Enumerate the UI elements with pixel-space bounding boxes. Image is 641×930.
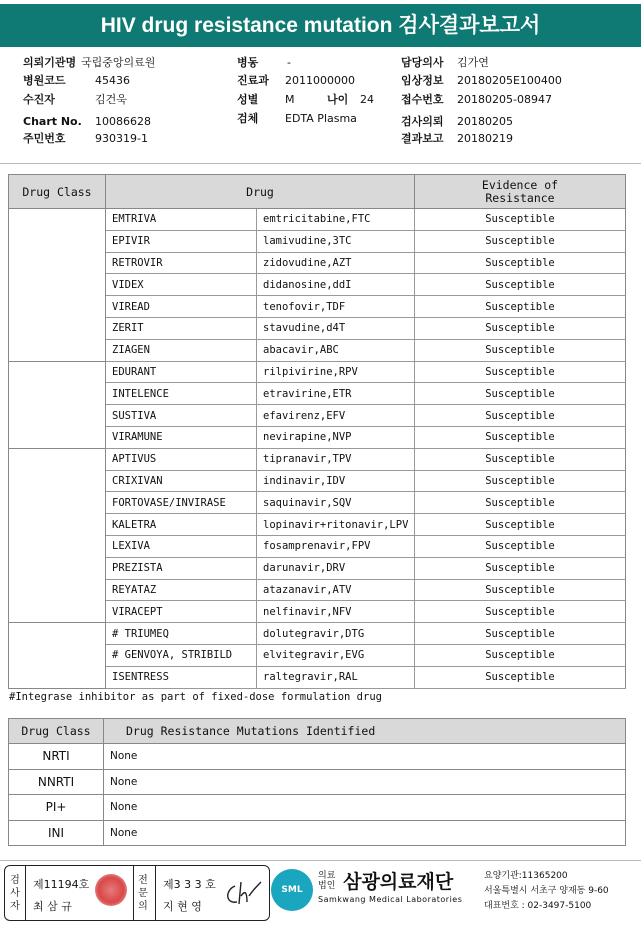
receipt-no-label: 접수번호 (401, 93, 444, 106)
mutation-class-cell: INI (9, 820, 104, 846)
drug-generic-cell: nevirapine,NVP (257, 426, 415, 448)
drug-generic-cell: abacavir,ABC (257, 339, 415, 361)
drug-brand-cell: LEXIVA (106, 535, 257, 557)
ward-value: - (287, 56, 291, 69)
specimen-value: EDTA Plasma (285, 112, 357, 125)
drug-brand-cell: ZIAGEN (106, 339, 257, 361)
request-date-label: 검사의뢰 (401, 115, 444, 128)
drug-resistance-table (8, 174, 626, 689)
drug-evidence-cell: Susceptible (415, 361, 626, 383)
lab-prefix: 의료법인 (318, 870, 336, 891)
drug-brand-cell: CRIXIVAN (106, 470, 257, 492)
report-date-value: 20180219 (457, 132, 513, 145)
drug-evidence-cell: Susceptible (415, 296, 626, 318)
drug-generic-cell: darunavir,DRV (257, 557, 415, 579)
recipient-value: 김건욱 (95, 93, 127, 106)
drug-row (9, 361, 626, 383)
mutation-value-cell: None (104, 769, 626, 795)
drug-class-cell (9, 623, 106, 688)
drug-brand-cell: EPIVIR (106, 230, 257, 252)
drug-generic-cell: elvitegravir,EVG (257, 644, 415, 666)
dept-label: 진료과 (237, 74, 269, 87)
care-institution: 요양기관:11365200 (484, 871, 568, 881)
drug-class-cell (9, 448, 106, 622)
age-value: 24 (360, 93, 374, 106)
drug-brand-cell: FORTOVASE/INVIRASE (106, 492, 257, 514)
drug-evidence-cell: Susceptible (415, 514, 626, 536)
examiner-label: 검 사 자 (10, 875, 20, 912)
drug-brand-cell: # TRIUMEQ (106, 623, 257, 645)
drug-generic-cell: didanosine,ddI (257, 274, 415, 296)
lab-name-en: Samkwang Medical Laboratories (318, 895, 463, 904)
request-date-value: 20180205 (457, 115, 513, 128)
institution-label: 의뢰기관명 (23, 56, 77, 69)
drug-class-cell (9, 361, 106, 448)
mutation-class-cell: NRTI (9, 744, 104, 770)
drug-generic-cell: rilpivirine,RPV (257, 361, 415, 383)
drug-brand-cell: # GENVOYA, STRIBILD (106, 644, 257, 666)
drug-brand-cell: KALETRA (106, 514, 257, 536)
drug-generic-cell: saquinavir,SQV (257, 492, 415, 514)
specialist-name: 지 현 영 (163, 900, 202, 913)
mutation-value-cell: None (104, 744, 626, 770)
drug-evidence-cell: Susceptible (415, 274, 626, 296)
drug-generic-cell: fosamprenavir,FPV (257, 535, 415, 557)
drug-evidence-cell: Susceptible (415, 230, 626, 252)
lab-name-ko: 삼광의료재단 (343, 871, 454, 893)
clinical-info-value: 20180205E100400 (457, 74, 562, 87)
drug-generic-cell: stavudine,d4T (257, 317, 415, 339)
drug-evidence-cell: Susceptible (415, 492, 626, 514)
drug-evidence-cell: Susceptible (415, 339, 626, 361)
mutation-table (8, 718, 626, 846)
chart-no-value: 10086628 (95, 115, 151, 128)
drug-generic-cell: indinavir,IDV (257, 470, 415, 492)
drug-brand-cell: VIRACEPT (106, 601, 257, 623)
mutation-value-cell: None (104, 795, 626, 821)
drug-evidence-cell: Susceptible (415, 405, 626, 427)
signature-box (4, 865, 270, 921)
drug-generic-cell: nelfinavir,NFV (257, 601, 415, 623)
lab-address: 서울특별시 서초구 양재동 9-60 (484, 886, 609, 896)
examiner-seal (95, 874, 127, 906)
examiner-license: 제11194호 (33, 878, 90, 891)
sex-value: M (285, 93, 295, 106)
clinical-info-label: 임상정보 (401, 74, 444, 87)
drug-evidence-cell: Susceptible (415, 623, 626, 645)
patient-info-section (0, 52, 641, 158)
mutation-row (9, 744, 626, 770)
drug-evidence-cell: Susceptible (415, 579, 626, 601)
drug-evidence-cell: Susceptible (415, 470, 626, 492)
hospital-code-value: 45436 (95, 74, 130, 87)
chart-no-label: Chart No. (23, 115, 82, 128)
lab-name (318, 867, 462, 904)
institution-value: 국립중앙의료원 (81, 56, 156, 69)
lab-contact-info (484, 869, 609, 914)
sex-label: 성별 (237, 93, 259, 106)
divider (0, 163, 641, 164)
drug-table-body (9, 209, 626, 689)
drug-generic-cell: atazanavir,ATV (257, 579, 415, 601)
drug-generic-cell: raltegravir,RAL (257, 666, 415, 688)
drug-evidence-cell: Susceptible (415, 383, 626, 405)
specimen-label: 검체 (237, 112, 259, 125)
lab-phone: 대표번호 : 02-3497-5100 (484, 901, 592, 911)
drug-brand-cell: SUSTIVA (106, 405, 257, 427)
header-drug-class: Drug Class (9, 175, 106, 209)
receipt-no-value: 20180205-08947 (457, 93, 552, 106)
drug-brand-cell: INTELENCE (106, 383, 257, 405)
mutation-row (9, 769, 626, 795)
report-title: HIV drug resistance mutation 검사결과보고서 (0, 4, 641, 47)
drug-brand-cell: APTIVUS (106, 448, 257, 470)
drug-evidence-cell: Susceptible (415, 209, 626, 231)
drug-row (9, 623, 626, 645)
drug-evidence-cell: Susceptible (415, 644, 626, 666)
hospital-code-label: 병원코드 (23, 74, 66, 87)
mutation-row (9, 795, 626, 821)
mutation-value-cell: None (104, 820, 626, 846)
mutation-class-cell: PI+ (9, 795, 104, 821)
report-footer (0, 860, 641, 930)
drug-evidence-cell: Susceptible (415, 426, 626, 448)
drug-brand-cell: ZERIT (106, 317, 257, 339)
drug-evidence-cell: Susceptible (415, 535, 626, 557)
specialist-signature (223, 878, 263, 908)
drug-generic-cell: lopinavir+ritonavir,LPV (257, 514, 415, 536)
drug-generic-cell: emtricitabine,FTC (257, 209, 415, 231)
mutation-header-class: Drug Class (9, 719, 104, 744)
dept-value: 2011000000 (285, 74, 355, 87)
drug-generic-cell: lamivudine,3TC (257, 230, 415, 252)
drug-generic-cell: efavirenz,EFV (257, 405, 415, 427)
mutation-header-mutations: Drug Resistance Mutations Identified (104, 719, 626, 744)
examiner-name: 최 삼 규 (33, 900, 72, 913)
sml-logo-icon: SML (271, 869, 313, 911)
drug-brand-cell: PREZISTA (106, 557, 257, 579)
drug-evidence-cell: Susceptible (415, 252, 626, 274)
drug-evidence-cell: Susceptible (415, 448, 626, 470)
drug-generic-cell: etravirine,ETR (257, 383, 415, 405)
mutation-class-cell: NNRTI (9, 769, 104, 795)
drug-brand-cell: ISENTRESS (106, 666, 257, 688)
mutation-row (9, 820, 626, 846)
age-label: 나이 (327, 93, 349, 106)
recipient-label: 수진자 (23, 93, 55, 106)
ward-label: 병동 (237, 56, 259, 69)
drug-row (9, 448, 626, 470)
drug-brand-cell: RETROVIR (106, 252, 257, 274)
mutation-table-body (9, 744, 626, 846)
drug-generic-cell: zidovudine,AZT (257, 252, 415, 274)
specialist-license: 제3 3 3 호 (163, 878, 216, 891)
drug-brand-cell: EMTRIVA (106, 209, 257, 231)
specialist-label: 전 문 의 (138, 875, 148, 912)
resident-no-label: 주민번호 (23, 132, 66, 145)
drug-evidence-cell: Susceptible (415, 666, 626, 688)
drug-brand-cell: EDURANT (106, 361, 257, 383)
doctor-value: 김가연 (457, 56, 489, 69)
drug-evidence-cell: Susceptible (415, 317, 626, 339)
drug-generic-cell: tipranavir,TPV (257, 448, 415, 470)
drug-brand-cell: REYATAZ (106, 579, 257, 601)
drug-class-cell (9, 209, 106, 362)
drug-brand-cell: VIDEX (106, 274, 257, 296)
resident-no-value: 930319-1 (95, 132, 148, 145)
drug-evidence-cell: Susceptible (415, 601, 626, 623)
drug-generic-cell: dolutegravir,DTG (257, 623, 415, 645)
drug-generic-cell: tenofovir,TDF (257, 296, 415, 318)
drug-row (9, 209, 626, 231)
report-date-label: 결과보고 (401, 132, 444, 145)
doctor-label: 담당의사 (401, 56, 444, 69)
drug-evidence-cell: Susceptible (415, 557, 626, 579)
header-drug: Drug (106, 175, 415, 209)
integrase-note: #Integrase inhibitor as part of fixed-dose formulation drug (9, 691, 382, 703)
header-evidence: Evidence of Resistance (415, 175, 626, 209)
drug-brand-cell: VIREAD (106, 296, 257, 318)
drug-brand-cell: VIRAMUNE (106, 426, 257, 448)
